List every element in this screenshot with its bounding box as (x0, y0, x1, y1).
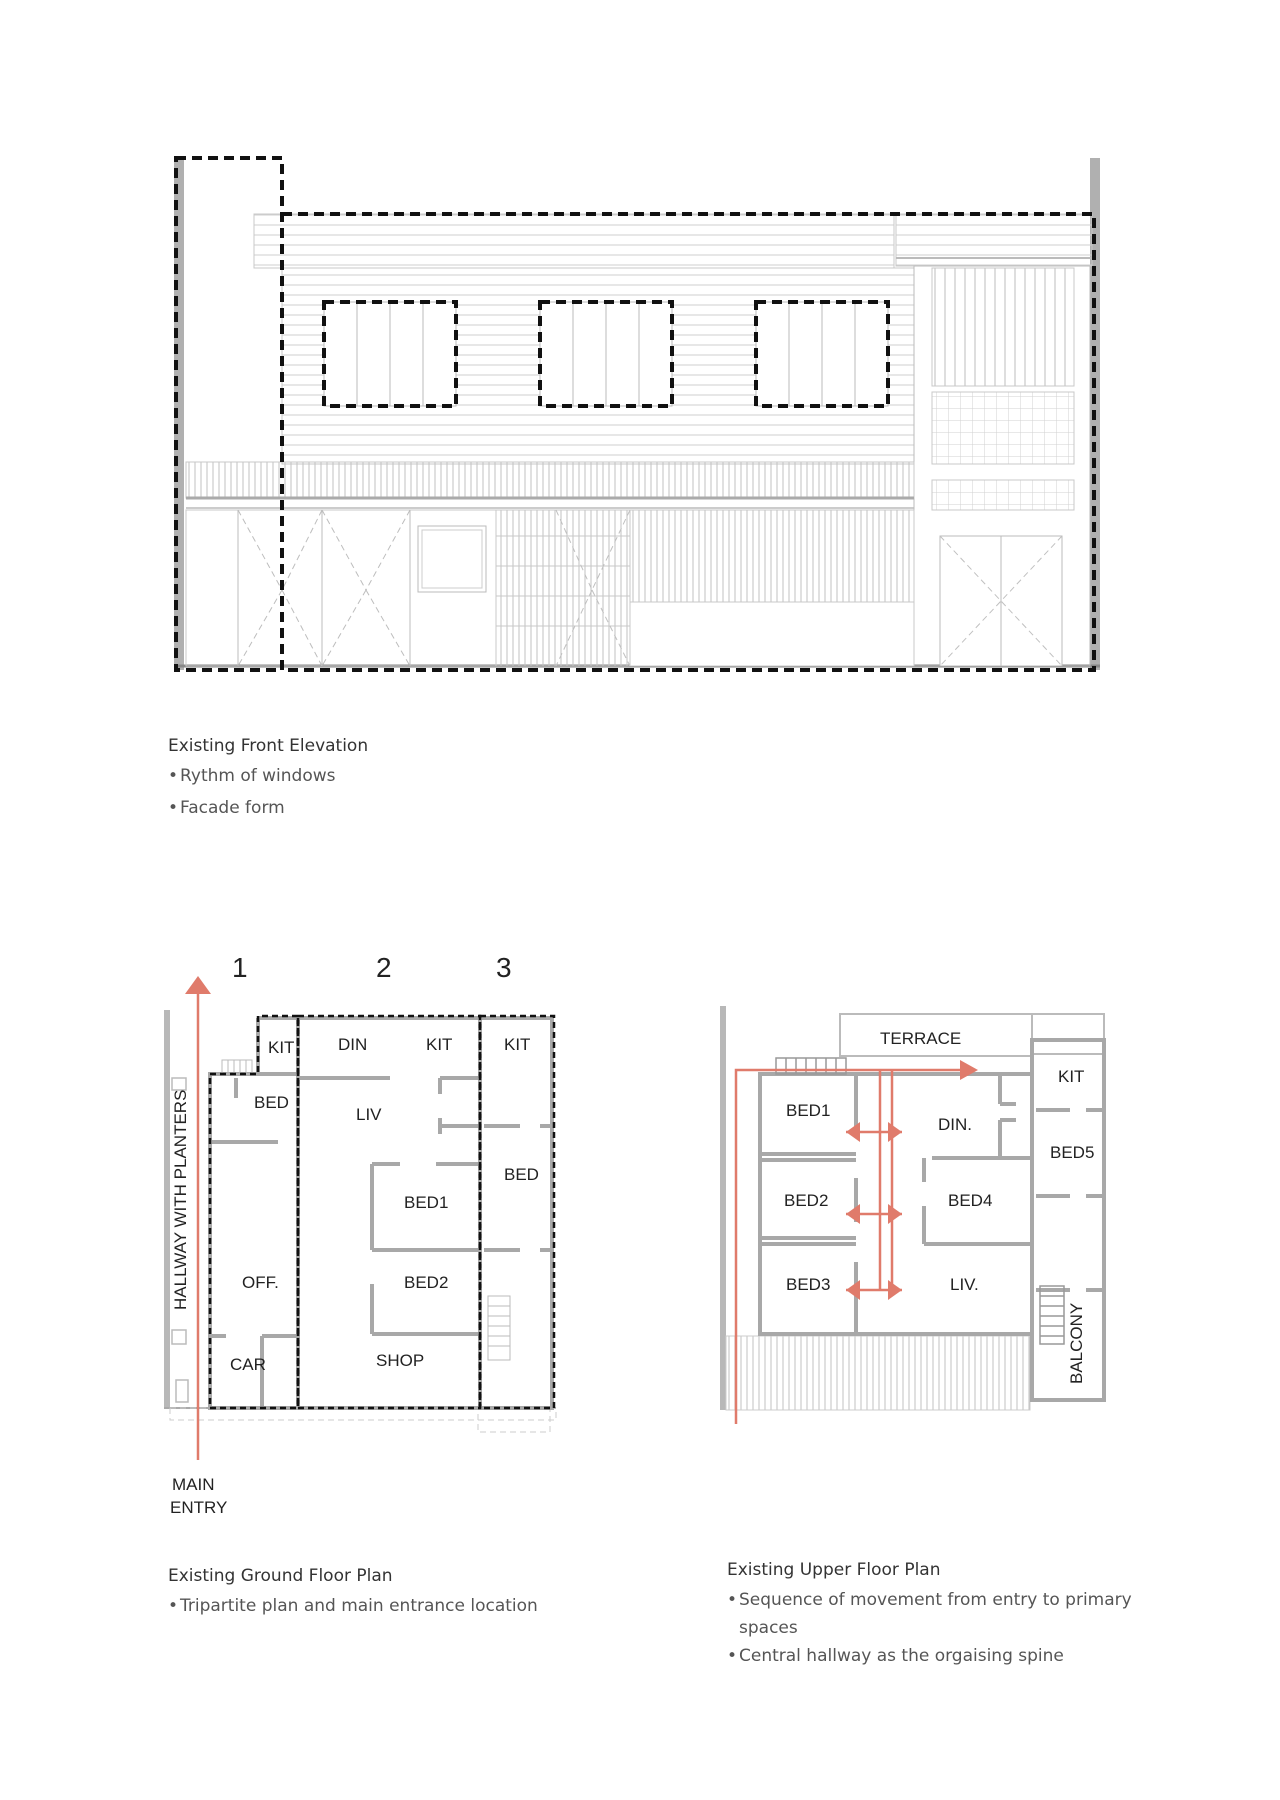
room-label-bed: BED (254, 1093, 289, 1112)
main-entry-label-line-2: ENTRY (170, 1498, 228, 1517)
room-label-shop: SHOP (376, 1351, 425, 1370)
zone-number-2: 2 (376, 952, 392, 983)
upper-room-label-terrace: TERRACE (880, 1029, 962, 1048)
upper-plan-caption (727, 1560, 1147, 1676)
room-label-kit-1: KIT (268, 1038, 295, 1057)
room-label-bed1: BED1 (404, 1193, 449, 1212)
upper-window-1 (324, 302, 456, 406)
room-label-din: DIN (338, 1035, 368, 1054)
movement-arrowhead-terrace (960, 1060, 978, 1080)
upper-room-label-din: DIN. (938, 1115, 972, 1134)
hallway-label: HALLWAY WITH PLANTERS (171, 1089, 190, 1310)
elevation-caption-title: Existing Front Elevation (168, 736, 369, 756)
room-label-off: OFF. (242, 1273, 279, 1292)
room-label-liv: LIV (356, 1105, 382, 1124)
ground-zone-2-outline (298, 1016, 480, 1408)
elevation-bullet-2: • Facade form (168, 798, 285, 818)
elevation-caption (168, 736, 368, 828)
upper-room-label-bed3: BED3 (786, 1275, 831, 1294)
main-entry-arrowhead (185, 976, 211, 994)
zone-number-1: 1 (232, 952, 248, 983)
upper-plan-bullet-1: • Sequence of movement from entry to primary spaces (727, 1590, 1132, 1638)
upper-room-label-bed2: BED2 (784, 1191, 829, 1210)
room-label-bed2: BED2 (404, 1273, 449, 1292)
ground-zone-3-outline (480, 1016, 554, 1408)
elevation-bullet-1: • Rythm of windows (168, 766, 336, 786)
upper-plan-caption-title: Existing Upper Floor Plan (727, 1560, 941, 1580)
upper-plan-bullet-2: • Central hallway as the orgaising spine (727, 1646, 1064, 1666)
upper-room-label-bed1: BED1 (786, 1101, 831, 1120)
upper-room-label-balcony: BALCONY (1067, 1302, 1086, 1384)
ground-plan-caption (168, 1566, 538, 1626)
upper-room-label-liv: LIV. (950, 1275, 979, 1294)
upper-room-label-bed4: BED4 (948, 1191, 993, 1210)
upper-room-label-kit: KIT (1058, 1067, 1085, 1086)
main-entry-label-line-1: MAIN (172, 1475, 215, 1494)
room-label-bed-right: BED (504, 1165, 539, 1184)
room-label-kit-3: KIT (504, 1035, 531, 1054)
zone-number-3: 3 (496, 952, 512, 983)
upper-floor-plan (720, 1006, 1104, 1424)
upper-room-label-bed5: BED5 (1050, 1143, 1095, 1162)
room-label-car: CAR (230, 1355, 266, 1374)
ground-plan-caption-title: Existing Ground Floor Plan (168, 1566, 393, 1586)
upper-window-2 (540, 302, 672, 406)
ground-floor-plan (164, 952, 556, 1517)
ground-plan-bullet-1: • Tripartite plan and main entrance location (168, 1596, 538, 1616)
upper-window-3 (756, 302, 888, 406)
room-label-kit-2: KIT (426, 1035, 453, 1054)
front-elevation (174, 158, 1100, 670)
